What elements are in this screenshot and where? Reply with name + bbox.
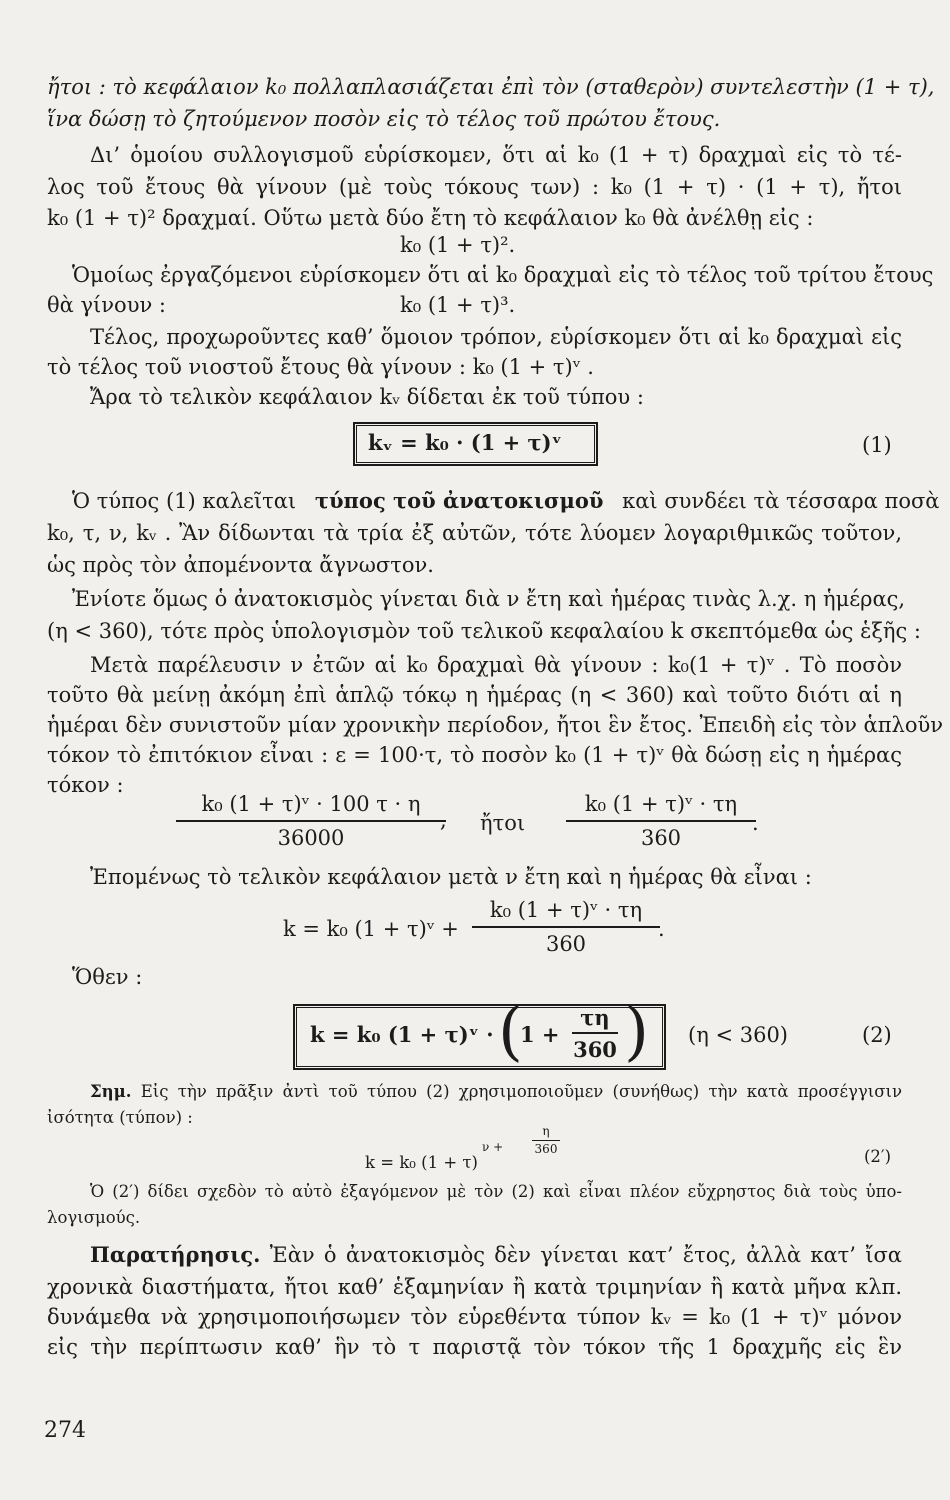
text-line: ἡμέραι δὲν συνιστοῦν μίαν χρονικὴν περίοδον, ἤτοι ἓν ἔτος. Ἐπειδὴ εἰς τὸν ἁπλοῦν [47, 713, 944, 737]
text-line: Δι’ ὁμοίου συλλογισμοῦ εὑρίσκομεν, ὅτι αἱ k₀ (1 + τ) δραχμαὶ εἰς τὸ τέ- [90, 143, 902, 167]
formula-1: kᵥ = k₀ · (1 + τ)ᵛ [368, 430, 562, 455]
text-line: Ἐνίοτε ὅμως ὁ ἀνατοκισμὸς γίνεται διὰ ν ἔτη καὶ ἡμέρας τινὰς λ.χ. η ἡμέρας, [72, 587, 906, 611]
note-text: Εἰς τὴν πρᾶξιν ἀντὶ τοῦ τύπου (2) χρησιμοποιοῦμεν (συνήθως) τὴν κατὰ προσέγγισιν [140, 1082, 903, 1101]
formula-2-bar [572, 1032, 618, 1034]
formula-2prime-exp-num: η [542, 1124, 550, 1138]
text-line [90, 1240, 902, 1270]
text-line: τόκον τὸ ἐπιτόκιον εἶναι : ε = 100·τ, τὸ ποσὸν k₀ (1 + τ)ᵛ θὰ δώσῃ εἰς η ἡμέρας [47, 743, 902, 767]
formula-2-one: 1 + [520, 1022, 560, 1047]
etoi-word: ἤτοι [480, 811, 526, 835]
formula-2-left: k = k₀ (1 + τ)ᵛ · [310, 1022, 494, 1047]
paren-close: ) [624, 995, 649, 1069]
text-line: δυνάμεθα νὰ χρησιμοποιήσωμεν τὸν εὑρεθέντα τύπον kᵥ = k₀ (1 + τ)ᵛ μόνον [47, 1305, 902, 1329]
text-line: ἵνα δώσῃ τὸ ζητούμενον ποσὸν εἰς τὸ τέλος τοῦ πρώτου ἔτους. [47, 107, 721, 131]
text-line: τὸ τέλος τοῦ νιοστοῦ ἔτους θὰ γίνουν : k₀ (1 + τ)ᵛ . [47, 355, 594, 379]
remark-label: Παρατήρησις. [90, 1242, 261, 1267]
fraction-1-denominator: 36000 [277, 826, 345, 850]
fraction-1-bar [176, 820, 446, 822]
text-line: Ἄρα τὸ τελικὸν κεφάλαιον kᵥ δίδεται ἐκ τοῦ τύπου : [90, 385, 644, 409]
text-line: Ἐπομένως τὸ τελικὸν κεφάλαιον μετὰ ν ἔτη καὶ η ἡμέρας θὰ εἶναι : [90, 865, 812, 889]
fraction-2-bar [566, 820, 756, 822]
formula-k-denominator: 360 [545, 932, 587, 956]
text-span: καὶ συνδέει τὰ τέσσαρα ποσὰ [622, 489, 940, 513]
text-line: k₀, τ, ν, kᵥ . Ἂν δίδωνται τὰ τρία ἐξ αὐτῶν, τότε λύομεν λογαριθμικῶς τοῦτον, [47, 521, 902, 545]
formula-k-numerator: k₀ (1 + τ)ᵛ · τη [489, 898, 643, 922]
text-span: Ὁ τύπος (1) καλεῖται [72, 489, 297, 513]
fraction-2-denominator: 360 [640, 826, 682, 850]
text-line [72, 486, 940, 516]
formula-k-dot: . [658, 917, 665, 941]
text-line: Ὁμοίως ἐργαζόμενοι εὑρίσκομεν ὅτι αἱ k₀ δραχμαὶ εἰς τὸ τέλος τοῦ τρίτου ἔτους [72, 263, 934, 287]
text-line: τοῦτο θὰ μείνῃ ἀκόμη ἐπὶ ἁπλῷ τόκῳ η ἡμέρας (η < 360) καὶ τοῦτο διότι αἱ η [47, 683, 902, 707]
note-line: λογισμούς. [47, 1208, 141, 1227]
formula-2prime-exp-bar [532, 1140, 560, 1141]
note-line [90, 1080, 902, 1104]
note-label: Σημ. [90, 1082, 132, 1101]
paren-open: ( [498, 995, 523, 1069]
text-line: ὡς πρὸς τὸν ἀπομένοντα ἄγνωστον. [47, 553, 434, 577]
text-line: χρονικὰ διαστήματα, ἤτοι καθ’ ἑξαμηνίαν ἢ κατὰ τριμηνίαν ἢ κατὰ μῆνα κλπ. [47, 1275, 902, 1299]
formula-k-bar [472, 926, 660, 928]
text-line: Ὅθεν : [72, 965, 143, 989]
text-line: θὰ γίνουν : [47, 293, 166, 317]
text-line: Τέλος, προχωροῦντες καθ’ ὅμοιον τρόπον, εὑρίσκομεν ὅτι αἱ k₀ δραχμαὶ εἰς [90, 325, 902, 349]
formula-line: k₀ (1 + τ)². [400, 233, 516, 257]
text-span: Ἐὰν ὁ ἀνατοκισμὸς δὲν γίνεται κατ’ ἔτος, ἀλλὰ κατ’ ἴσα [269, 1243, 902, 1267]
fraction-2-dot: . [752, 811, 759, 835]
formula-1-label: (1) [862, 433, 892, 457]
fraction-2-numerator: k₀ (1 + τ)ᵛ · τη [584, 792, 738, 816]
text-line: λος τοῦ ἔτους θὰ γίνουν (μὲ τοὺς τόκους των) : k₀ (1 + τ) · (1 + τ), ἤτοι [47, 175, 902, 199]
formula-2-numerator: τη [580, 1005, 610, 1030]
fraction-1-numerator: k₀ (1 + τ)ᵛ · 100 τ · η [201, 792, 421, 816]
formula-2-condition: (η < 360) [688, 1023, 788, 1047]
formula-2prime-label: (2′) [864, 1147, 892, 1166]
formula-2prime-exp-den: 360 [534, 1142, 558, 1156]
formula-2prime: k = k₀ (1 + τ) [365, 1153, 478, 1172]
page-number: 274 [44, 1418, 86, 1443]
formula-2-label: (2) [862, 1023, 892, 1047]
formula-k-left: k = k₀ (1 + τ)ᵛ + [283, 917, 459, 941]
text-line: (η < 360), τότε πρὸς ὑπολογισμὸν τοῦ τελικοῦ κεφαλαίου k σκεπτόμεθα ὡς ἑξῆς : [47, 619, 921, 643]
formula-2prime-exponent: ν + [482, 1140, 504, 1154]
text-line: εἰς τὴν περίπτωσιν καθ’ ἣν τὸ τ παριστᾷ τὸν τόκον τῆς 1 δραχμῆς εἰς ἓν [47, 1335, 902, 1359]
note-line: ἰσότητα (τύπον) : [47, 1108, 193, 1127]
formula-2-denominator: 360 [573, 1037, 617, 1062]
term-highlight: τύπος τοῦ ἀνατοκισμοῦ [314, 488, 604, 513]
text-line: Μετὰ παρέλευσιν ν ἐτῶν αἱ k₀ δραχμαὶ θὰ γίνουν : k₀(1 + τ)ᵛ . Τὸ ποσὸν [90, 653, 902, 677]
text-line: τόκον : [47, 773, 124, 797]
text-line: k₀ (1 + τ)² δραχμαί. Οὕτω μετὰ δύο ἔτη τὸ κεφάλαιον k₀ θὰ ἀνέλθῃ εἰς : [47, 206, 814, 230]
formula-line: k₀ (1 + τ)³. [400, 293, 516, 317]
note-line: Ὁ (2′) δίδει σχεδὸν τὸ αὐτὸ ἐξαγόμενον μὲ τὸν (2) καὶ εἶναι πλέον εὔχρηστος διὰ τοὺς ὑπο- [90, 1182, 902, 1201]
fraction-1-comma: , [440, 808, 447, 832]
text-line: ἤτοι : τὸ κεφάλαιον k₀ πολλαπλασιάζεται ἐπὶ τὸν (σταθερὸν) συντελεστὴν (1 + τ), [47, 75, 935, 99]
